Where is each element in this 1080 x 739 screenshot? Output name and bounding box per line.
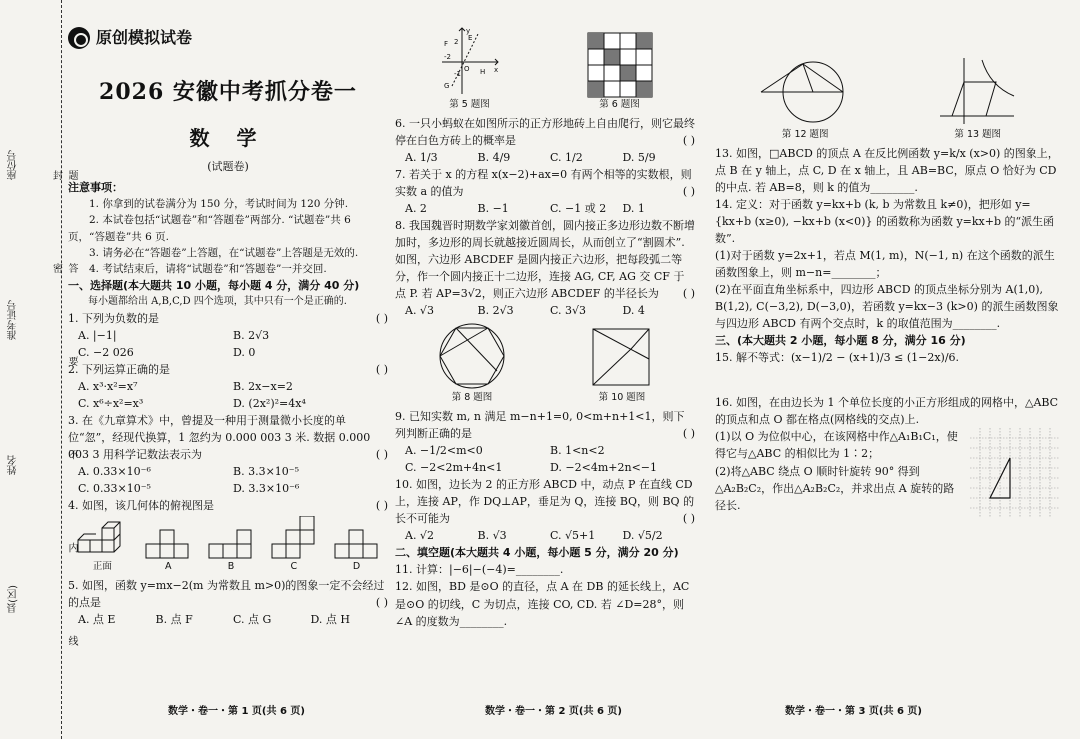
question-5 [68,577,388,611]
question-11: 11. 计算：|−6|−(−4)=________. [395,563,564,577]
fig-5 [438,26,502,113]
option: A. −1/2<m<0 [405,444,483,458]
option: B. 4/9 [477,150,511,164]
question-14: 14. 定义：对于函数 y=kx+b (k, b 为常数且 k≠0)，把形如 y={kx+b (x≥0), −kx+b (x<0)} 的函数称为函数 y=kx+b 的“派生函数”. [715,197,1055,245]
header-badge [68,26,388,51]
fig-8-caption: 第 8 题图 [451,392,493,404]
option: B. 3.3×10⁻⁵ [233,465,299,479]
q10-stem: 10. 如图，边长为 2 的正方形 ABCD 中，动点 P 在直线 CD 上，连接 AP，作 DQ⊥AP，垂足为 Q，连接 BQ，则 BQ 的长不可能为 [395,478,695,526]
q9-options [395,442,695,476]
answer-paren: ( ) [375,596,388,610]
option: C. 0.33×10⁻⁵ [78,482,151,496]
q6-options [395,149,695,166]
point-g-label: G [443,82,449,90]
exam-title: 2026 安徽中考抓分卷一 [99,78,357,105]
point-e-label: E [467,34,472,42]
fig-10 [589,325,655,406]
q10-options [395,527,695,544]
exam-id-label: 准考证号 [8,300,19,340]
section-1-title: 一、选择题(本大题共 10 小题，每小题 4 分，满分 40 分) [68,279,360,293]
paper-type: (试题卷) [207,159,249,173]
notes-title: 注意事项： [68,180,123,194]
note-item: 4. 考试结束后，请将“试题卷”和“答题卷”一并交回. [89,263,327,276]
grid-view-a [145,528,191,560]
option: C. 1/2 [550,150,583,164]
point-f-label: F [443,40,448,48]
grid-figure-icon [970,428,1060,518]
question-3 [68,412,388,463]
badge-icon [68,27,90,49]
option: B. 点 F [155,613,193,627]
q16-parts [715,428,962,518]
question-16-part-1: (1)以 O 为位似中心，在该网格中作△A₁B₁C₁，使得它与△ABC 的相似比为 1∶2； [715,430,958,461]
option: D. 1 [622,201,645,215]
option: D. 4 [622,304,645,318]
q2-stem: 2. 下列运算正确的是 [68,363,170,376]
q4-option-c [271,516,317,575]
option: B. 2x−x=2 [233,380,293,394]
hexagon-in-circle-icon [435,321,509,391]
x-axis-label: x [493,66,498,74]
option: B. 1<n<2 [550,444,605,458]
front-label: 正面 [92,561,112,573]
grid-view-c [271,516,317,560]
option: C. 点 G [233,613,272,627]
question-6 [395,115,695,149]
origin-label: O [463,65,470,73]
section-2-title: 二、填空题(本大题共 4 小题，每小题 5 分，满分 20 分) [395,546,679,560]
question-2 [68,361,388,378]
binding-strip [0,0,77,739]
name-label: 姓名 [8,455,19,475]
parallelogram-hyperbola-icon [938,56,1018,128]
fig-6 [587,32,653,113]
option: C. −1 或 2 [550,201,607,215]
answer-paren: ( ) [682,287,695,301]
question-16: 16. 如图，在由边长为 1 个单位长度的小正方形组成的网格中，△ABC 的顶点和点 O 都在格点(网格线的交点)上. [715,396,1059,427]
answer-paren: ( ) [682,184,695,198]
question-1 [68,310,388,327]
page-2-column [395,0,695,739]
q4-figures [68,516,388,575]
note-item: 1. 你拿到的试卷满分为 150 分，考试时间为 120 分钟. [89,197,349,210]
option: D. 3.3×10⁻⁶ [233,482,300,496]
q3-stem: 3. 在《九章算术》中，曾提及一种用于测量微小长度的单位“忽”，经现代换算，1 忽约为 0.000 003 3 米. 数据 0.000 003 3 用科学记数法表示为 [68,414,371,462]
fig-12-13-row [715,56,1060,143]
option: D. 点 H [310,613,351,627]
answer-paren: ( ) [375,363,388,376]
coordinate-graph-icon [438,26,502,98]
fig-13 [938,56,1018,143]
fig-12-caption: 第 12 题图 [781,129,829,140]
q5-options [68,611,388,628]
answer-paren: ( ) [682,133,695,147]
question-14-part-2: (2)在平面直角坐标系中，四边形 ABCD 的顶点坐标分别为 A(1,0), B(1,2), C(−3,2), D(−3,0)，若函数 y=kx−3 (k>0) 的派生函数图象与四边形 ABCD 有两个交点时，k 的取值范围为________. [715,283,1059,331]
q4-option-a [145,528,191,575]
q8-options [395,302,695,319]
q5-stem: 5. 如图，函数 y=mx−2(m 为常数且 m>0)的图象一定不会经过的点是 [68,579,385,610]
fig-5-6-row [395,26,695,113]
question-14-part-1: (1)对于函数 y=2x+1，若点 M(1, m)，N(−1, n) 在这个函数的派生函数图象上，则 m−n=________； [715,249,1055,280]
page-1-column [68,0,388,739]
answer-paren: ( ) [682,427,695,441]
option: A. |−1| [78,328,117,342]
option: D. (2x²)²=4x⁴ [233,397,306,411]
question-16-part-2: (2)将△ABC 绕点 O 顺时针旋转 90° 得到△A₂B₂C₂，作出△A₂B₂C₂，并求出点 A 旋转的路径长. [715,464,955,512]
option: C. −2<2m+4n<1 [405,461,503,475]
option-label: C [290,561,298,573]
q4-option-b [208,528,254,575]
tick-label: -1 [453,70,461,78]
q4-option-d [334,528,380,575]
option: C. √5+1 [550,529,596,543]
option: B. 2√3 [233,328,270,342]
grid-view-b [208,528,254,560]
question-15: 15. 解不等式：(x−1)/2 − (x+1)/3 ≤ (1−2x)/6. [715,351,960,365]
option: A. 1/3 [405,150,438,164]
question-7 [395,166,695,200]
option: A. 2 [405,201,427,215]
option-label: B [227,561,235,573]
note-item: 3. 请务必在“答题卷”上答题，在“试题卷”上答题是无效的. [89,246,359,259]
fig-8-10-row [395,321,695,406]
page-footer: 数学・卷一・第 3 页(共 6 页) [785,705,922,717]
answer-paren: ( ) [375,499,388,513]
option: D. √5/2 [622,529,663,543]
option: A. √2 [405,529,434,543]
seat-number-label: 座位号 [8,150,19,180]
page-footer: 数学・卷一・第 1 页(共 6 页) [168,705,305,717]
square-construction-icon [589,325,655,391]
tick-label: -2 [443,53,451,61]
option: D. 0 [233,345,256,359]
fig-10-caption: 第 10 题图 [598,392,646,404]
fig-13-caption: 第 13 题图 [954,129,1002,140]
q1-options [68,327,388,361]
option: A. 点 E [78,613,116,627]
page-footer: 数学・卷一・第 2 页(共 6 页) [485,705,622,717]
fig-12 [757,56,853,143]
section-1-instruction: 每小题都给出 A,B,C,D 四个选项，其中只有一个是正确的. [88,296,347,308]
cube-solid-icon [76,520,128,560]
seal-line-hint: 题 答 要 不 内 线 封 密 [50,170,77,686]
tick-label: 2 [453,38,458,46]
circle-tangent-icon [757,56,853,128]
option: D. 5/9 [622,150,656,164]
option: D. −2<4m+2n<−1 [550,461,658,475]
question-4 [68,497,388,514]
q8-stem: 8. 我国魏晋时期数学家刘徽首创，圆内接正多边形边数不断增加时，多边形的周长就越接近圆周长，从而创立了“割圆术”. 如图，六边形 ABCDEF 是圆内接正六边形，把每段弧二等分，作一个圆内接正十二边形，连接 AG, CF, AG 交 CF 于点 P. 若 AP=3√2，则正六边形 ABCDEF 的半径长为 [395,219,695,301]
subject-title: 数 学 [189,125,267,150]
option: A. √3 [405,304,434,318]
grid-view-d [334,528,380,560]
option: B. −1 [477,201,509,215]
answer-paren: ( ) [375,311,388,325]
answer-paren: ( ) [375,448,388,462]
point-h-label: H [479,68,485,76]
section-3-title: 三、(本大题共 2 小题，每小题 8 分，满分 16 分) [715,334,966,348]
option: C. 3√3 [550,304,587,318]
option: C. x⁶÷x²=x³ [78,397,144,411]
badge-text: 原创模拟试卷 [96,28,193,47]
option: A. 0.33×10⁻⁶ [78,465,151,479]
q9-stem: 9. 已知实数 m, n 满足 m−n+1=0, 0<m+n+1<1，则下列判断正确的是 [395,410,685,441]
q4-stem: 4. 如图，该几何体的俯视图是 [68,499,214,513]
option-label: A [164,561,172,573]
option-label: D [352,561,361,573]
fig-6-caption: 第 6 题图 [599,99,640,110]
county-label: 县(区) [8,585,19,613]
q7-stem: 7. 若关于 x 的方程 x(x−2)+ax=0 有两个相等的实数根，则实数 a 的值为 [395,167,692,198]
q6-stem: 6. 一只小蚂蚁在如图所示的正方形地砖上自由爬行，则它最终停在白色方砖上的概率是 [395,116,695,147]
tile-pattern-icon [587,32,653,98]
q1-stem: 1. 下列为负数的是 [68,311,159,325]
answer-paren: ( ) [682,512,695,526]
fig-8 [435,321,509,406]
q16-body [715,428,1060,518]
option: C. −2 026 [78,345,134,359]
question-13: 13. 如图，□ABCD 的顶点 A 在反比例函数 y=k/x (x>0) 的图象上，点 B 在 y 轴上，点 C, D 在 x 轴上，且 AB=BC，原点 O 恰好为 CD 的中点. 若 AB=8，则 k 的值为________. [715,146,1059,194]
q4-solid-figure [76,520,128,575]
q7-options [395,200,695,217]
option: A. x³·x²=x⁷ [78,380,138,394]
question-9 [395,408,695,442]
question-8 [395,217,695,302]
question-12: 12. 如图，BD 是⊙O 的直径，点 A 在 DB 的延长线上，AC 是⊙O 的切线，C 为切点，连接 CO, CD. 若 ∠D=28°，则 ∠A 的度数为________. [395,580,690,628]
q2-options [68,378,388,412]
option: B. 2√3 [477,304,514,318]
note-item: 2. 本试卷包括“试题卷”和“答题卷”两部分. “试题卷”共 6 页，“答题卷”共 6 页. [68,214,351,243]
question-10 [395,476,695,527]
y-axis-label: y [465,27,470,35]
q3-options [68,463,388,497]
option: B. √3 [477,529,507,543]
page-3-column [715,0,1060,739]
fig-5-caption: 第 5 题图 [449,99,490,110]
